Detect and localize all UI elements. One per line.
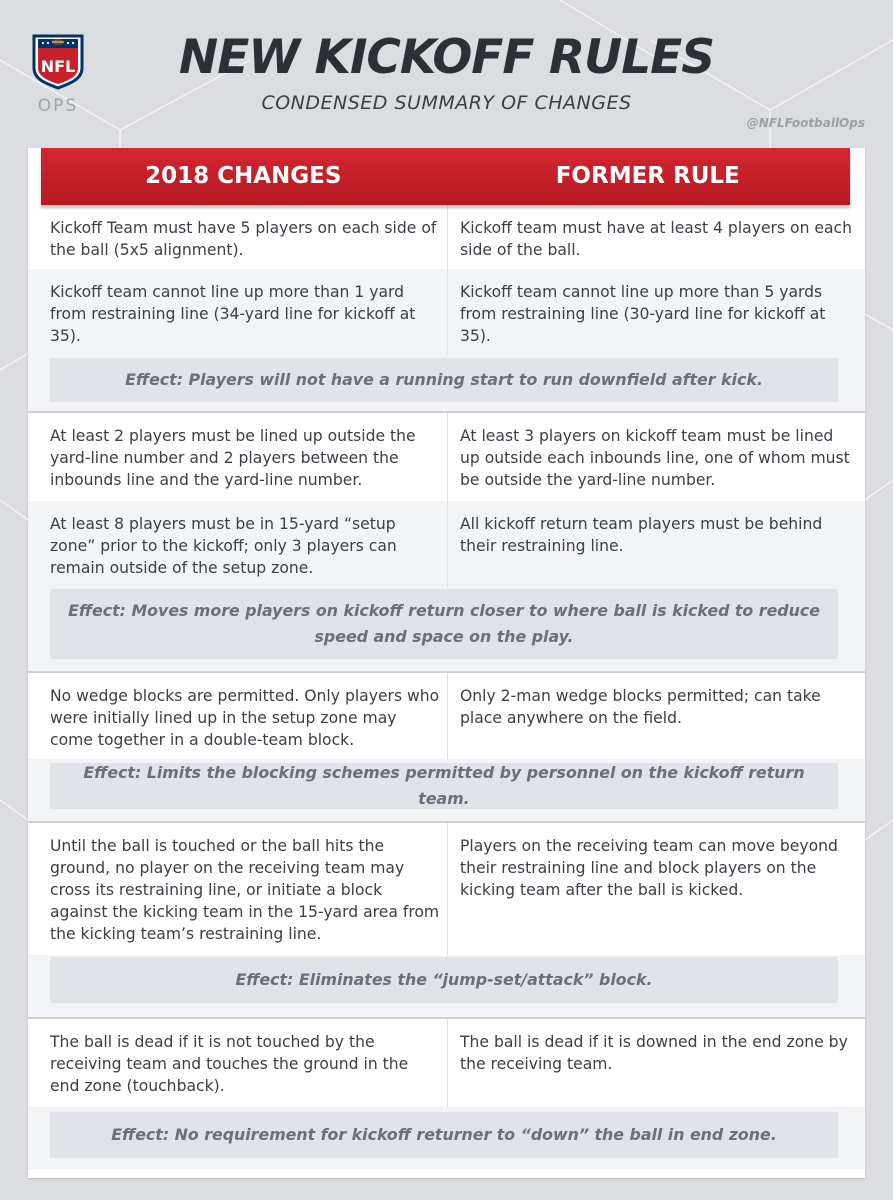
social-handle: @NFLFootballOps	[746, 116, 865, 130]
column-divider	[447, 269, 448, 354]
table-row	[28, 673, 865, 759]
new-rule-cell: Until the ball is touched or the ball hits the ground, no player on the receiving team may cross its restraining line, or initiate a block against the kicking team in the 15-yard area from the kicking team’s restraining line.	[50, 837, 440, 943]
former-rule-cell: All kickoff return team players must be behind their restraining line.	[460, 515, 823, 555]
table-row	[28, 1019, 865, 1107]
new-rule-cell: Kickoff team cannot line up more than 1 yard from restraining line (34-yard line for kickoff at 35).	[50, 283, 416, 345]
rule-group-3	[28, 673, 865, 821]
former-rule-cell: At least 3 players on kickoff team must be lined up outside each inbounds line, one of whom must be outside the yard-line number.	[460, 427, 850, 489]
page-title: NEW KICKOFF RULES	[178, 30, 715, 85]
effect-note: Effect: Players will not have a running start to run downfield after kick.	[50, 358, 838, 402]
new-rule-cell: The ball is dead if it is not touched by the receiving team and touches the ground in the end zone (touchback).	[50, 1033, 409, 1095]
rule-group-4	[28, 823, 865, 1017]
column-header-bar	[41, 148, 850, 205]
former-rule-cell: The ball is dead if it is downed in the end zone by the receiving team.	[460, 1033, 848, 1073]
new-rule-cell: At least 8 players must be in 15-yard “setup zone” prior to the kickoff; only 3 players can remain outside of the setup zone.	[50, 515, 397, 577]
table-row	[28, 501, 865, 587]
new-rule-cell: No wedge blocks are permitted. Only players who were initially lined up in the setup zone may come together in a double-team block.	[50, 687, 440, 749]
column-divider	[447, 1019, 448, 1107]
effect-note: Effect: Limits the blocking schemes permitted by personnel on the kickoff return team.	[50, 763, 838, 809]
rule-group-2	[28, 413, 865, 671]
former-rule-cell: Kickoff team must have at least 4 players on each side of the ball.	[460, 219, 853, 259]
rules-table	[28, 148, 865, 1178]
former-rule-cell: Players on the receiving team can move beyond their restraining line and block players on the kicking team after the ball is kicked.	[460, 837, 838, 899]
former-rule-cell: Kickoff team cannot line up more than 5 yards from restraining line (30-yard line for kickoff at 35).	[460, 283, 826, 345]
new-rule-cell: Kickoff Team must have 5 players on each side of the ball (5x5 alignment).	[50, 219, 437, 259]
column-divider	[447, 501, 448, 587]
effect-note: Effect: No requirement for kickoff returner to “down” the ball in end zone.	[50, 1112, 838, 1158]
column-divider	[447, 413, 448, 501]
page-subtitle: CONDENSED SUMMARY OF CHANGES	[261, 92, 632, 114]
table-row	[28, 269, 865, 354]
former-rule-cell: Only 2-man wedge blocks permitted; can take place anywhere on the field.	[460, 687, 821, 727]
column-divider	[447, 205, 448, 269]
column-divider	[447, 823, 448, 955]
header	[0, 0, 893, 148]
column-header-former-rule: FORMER RULE	[555, 163, 740, 189]
column-header-2018-changes: 2018 CHANGES	[145, 163, 342, 189]
new-rule-cell: At least 2 players must be lined up outside the yard-line number and 2 players between the inbounds line and the yard-line number.	[50, 427, 416, 489]
table-row	[28, 413, 865, 501]
column-divider	[447, 673, 448, 759]
table-row	[28, 205, 865, 269]
logo-ops-label: OPS	[37, 96, 79, 116]
rule-group-5	[28, 1019, 865, 1169]
table-row	[28, 823, 865, 955]
effect-note: Effect: Moves more players on kickoff return closer to where ball is kicked to reduce speed and space on the play.	[50, 589, 838, 659]
svg-text:NFL: NFL	[40, 57, 76, 76]
rule-group-1	[28, 205, 865, 412]
effect-note: Effect: Eliminates the “jump-set/attack” block.	[50, 957, 838, 1003]
